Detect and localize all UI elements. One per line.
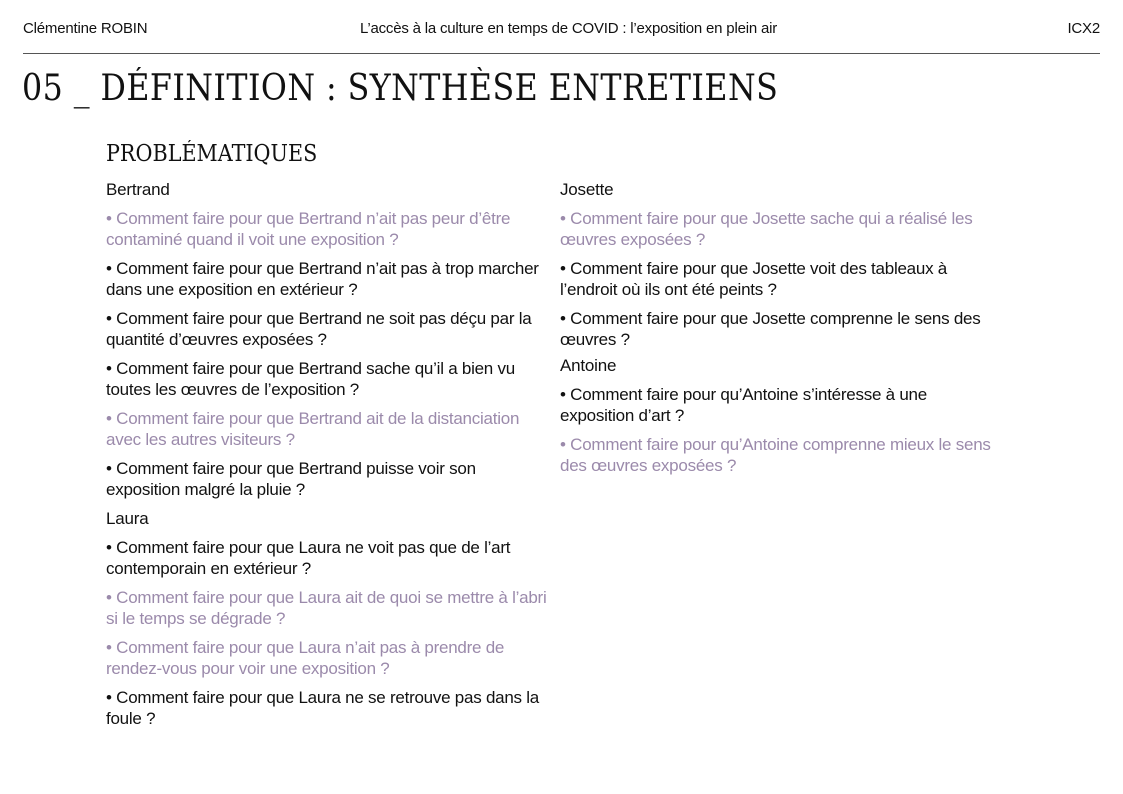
question-item: • Comment faire pour que Josette comprenne le sens des œuvres ? — [560, 309, 981, 349]
persona-name-bertrand: Bertrand — [106, 180, 170, 199]
section-heading: PROBLÉMATIQUES — [106, 141, 318, 167]
document-title: L’accès à la culture en temps de COVID : l’exposition en plein air — [360, 20, 778, 37]
header-divider — [23, 53, 1100, 54]
author-name: Clémentine ROBIN — [23, 20, 148, 37]
persona-group-laura — [106, 508, 551, 729]
question-item: • Comment faire pour que Laura ne voit pas que de l’art contemporain en extérieur ? — [106, 538, 511, 578]
persona-group-josette — [560, 179, 1005, 350]
question-item: • Comment faire pour que Bertrand n’ait pas peur d’être contaminé quand il voit une exposition ? — [106, 209, 511, 249]
question-item: • Comment faire pour que Josette sache qui a réalisé les œuvres exposées ? — [560, 209, 973, 249]
question-item: • Comment faire pour que Josette voit des tableaux à l’endroit où ils ont été peints ? — [560, 259, 948, 299]
persona-name-josette: Josette — [560, 180, 614, 199]
question-item: • Comment faire pour qu’Antoine s’intéresse à une exposition d’art ? — [560, 385, 927, 425]
question-item: • Comment faire pour que Laura ne se retrouve pas dans la foule ? — [106, 688, 540, 728]
question-item: • Comment faire pour que Laura n’ait pas à prendre de rendez-vous pour voir une exposition ? — [106, 638, 505, 678]
persona-group-antoine — [560, 355, 1005, 476]
persona-name-antoine: Antoine — [560, 356, 617, 375]
right-column — [560, 179, 1005, 484]
course-code: ICX2 — [1067, 20, 1100, 37]
persona-name-laura: Laura — [106, 509, 149, 528]
question-item: • Comment faire pour que Laura ait de quoi se mettre à l’abri si le temps se dégrade ? — [106, 588, 547, 628]
left-column — [106, 179, 551, 737]
question-item: • Comment faire pour que Bertrand puisse voir son exposition malgré la pluie ? — [106, 459, 476, 499]
question-item: • Comment faire pour qu’Antoine comprenne mieux le sens des œuvres exposées ? — [560, 435, 991, 475]
page-title: 05 _ DÉFINITION : SYNTHÈSE ENTRETIENS — [22, 68, 779, 109]
question-item: • Comment faire pour que Bertrand n’ait pas à trop marcher dans une exposition en extérieur ? — [106, 259, 539, 299]
question-item: • Comment faire pour que Bertrand ait de la distanciation avec les autres visiteurs ? — [106, 409, 520, 449]
page-header — [23, 20, 1100, 42]
question-item: • Comment faire pour que Bertrand ne soit pas déçu par la quantité d’œuvres exposées ? — [106, 309, 532, 349]
question-item: • Comment faire pour que Bertrand sache qu’il a bien vu toutes les œuvres de l’exposition ? — [106, 359, 515, 399]
persona-group-bertrand — [106, 179, 551, 500]
